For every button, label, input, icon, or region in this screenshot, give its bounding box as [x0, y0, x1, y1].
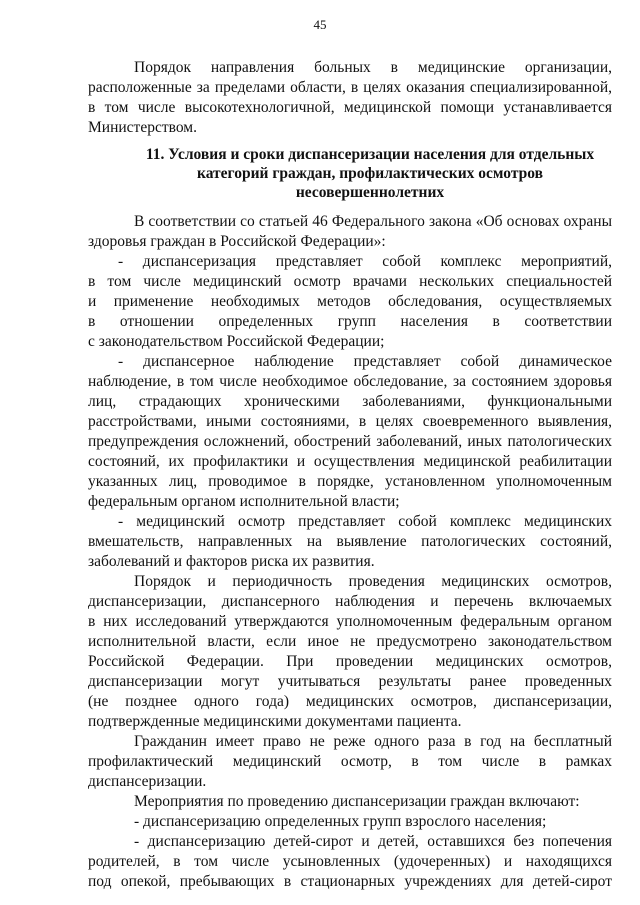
text-line: (не позднее одного года) медицинских осмотров, диспансеризации, — [88, 693, 612, 710]
text-line: расстройствами, иными состояниями, в целях своевременного выявления, — [88, 413, 612, 430]
text-line: родителей, в том числе усыновленных (удочеренных) и находящихся — [88, 853, 612, 870]
text-line: - диспансеризацию определенных групп взрослого населения; — [134, 813, 547, 830]
text-line: предупреждения осложнений, обострений заболеваний, иных патологических — [88, 433, 612, 450]
text-line: федеральным органом исполнительной власти; — [88, 493, 400, 510]
text-line: в отношении определенных групп населения в соответствии — [88, 313, 612, 330]
text-line: - диспансерное наблюдение представляет собой динамическое — [118, 353, 612, 370]
text-line: Гражданин имеет право не реже одного раза в год на бесплатный — [134, 733, 612, 750]
text-line: диспансеризации, диспансерного наблюдения и перечень включаемых — [88, 593, 612, 610]
text-line: Мероприятия по проведению диспансеризации граждан включают: — [134, 793, 580, 810]
page-number: 45 — [313, 17, 327, 32]
text-line: в том числе медицинский осмотр врачами нескольких специальностей — [88, 273, 612, 290]
text-line: - диспансеризацию детей-сирот и детей, оставшихся без попечения — [134, 833, 612, 850]
text-line: состояний, их профилактики и осуществления медицинской реабилитации — [88, 453, 612, 470]
text-line: диспансеризации могут учитываться результаты ранее проведенных — [88, 673, 612, 690]
section-heading-line: 11. Условия и сроки диспансеризации населения для отдельных — [145, 146, 595, 163]
section-heading-line: несовершеннолетних — [295, 184, 445, 201]
text-line: Порядок и периодичность проведения медицинских осмотров, — [134, 573, 612, 590]
text-line: диспансеризации. — [88, 773, 207, 790]
text-line: в том числе высокотехнологичной, медицинской помощи устанавливается — [88, 99, 612, 116]
text-line: Российской Федерации. При проведении медицинских осмотров, — [88, 653, 612, 670]
text-line: с законодательством Российской Федерации; — [88, 333, 385, 350]
text-line: указанных лиц, проводимое в порядке, установленном уполномоченным — [88, 473, 612, 490]
text-line: и применение необходимых методов обследования, осуществляемых — [88, 293, 612, 310]
text-line: под опекой, пребывающих в стационарных учреждениях для детей-сирот — [88, 873, 612, 890]
section-heading — [100, 145, 640, 202]
text-line: - медицинский осмотр представляет собой комплекс медицинских — [118, 513, 612, 530]
text-line: - диспансеризация представляет собой комплекс мероприятий, — [118, 253, 612, 270]
text-line: исполнительной власти, если иное не предусмотрено законодательством — [88, 633, 612, 650]
text-line: наблюдение, в том числе необходимое обследование, за состоянием здоровья — [88, 373, 612, 390]
text-line: Министерством. — [88, 119, 197, 136]
text-line: заболеваний и факторов риска их развития. — [88, 553, 375, 570]
text-line: профилактический медицинский осмотр, в том числе в рамках — [88, 753, 612, 770]
text-line: подтвержденные медицинскими документами пациента. — [88, 713, 462, 730]
section-heading-line: категорий граждан, профилактических осмотров — [197, 165, 543, 182]
text-line: в них исследований утверждаются уполномоченным федеральным органом — [88, 613, 612, 630]
text-line: лиц, страдающих хроническими заболеваниями, функциональными — [88, 393, 612, 410]
text-line: здоровья граждан в Российской Федерации»: — [88, 233, 386, 250]
text-line: В соответствии со статьей 46 Федерального закона «Об основах охраны — [134, 213, 612, 230]
text-line: вмешательств, направленных на выявление патологических состояний, — [88, 533, 612, 550]
text-line: расположенные за пределами области, в целях оказания специализированной, — [88, 79, 612, 96]
text-line: Порядок направления больных в медицинские организации, — [134, 59, 612, 76]
